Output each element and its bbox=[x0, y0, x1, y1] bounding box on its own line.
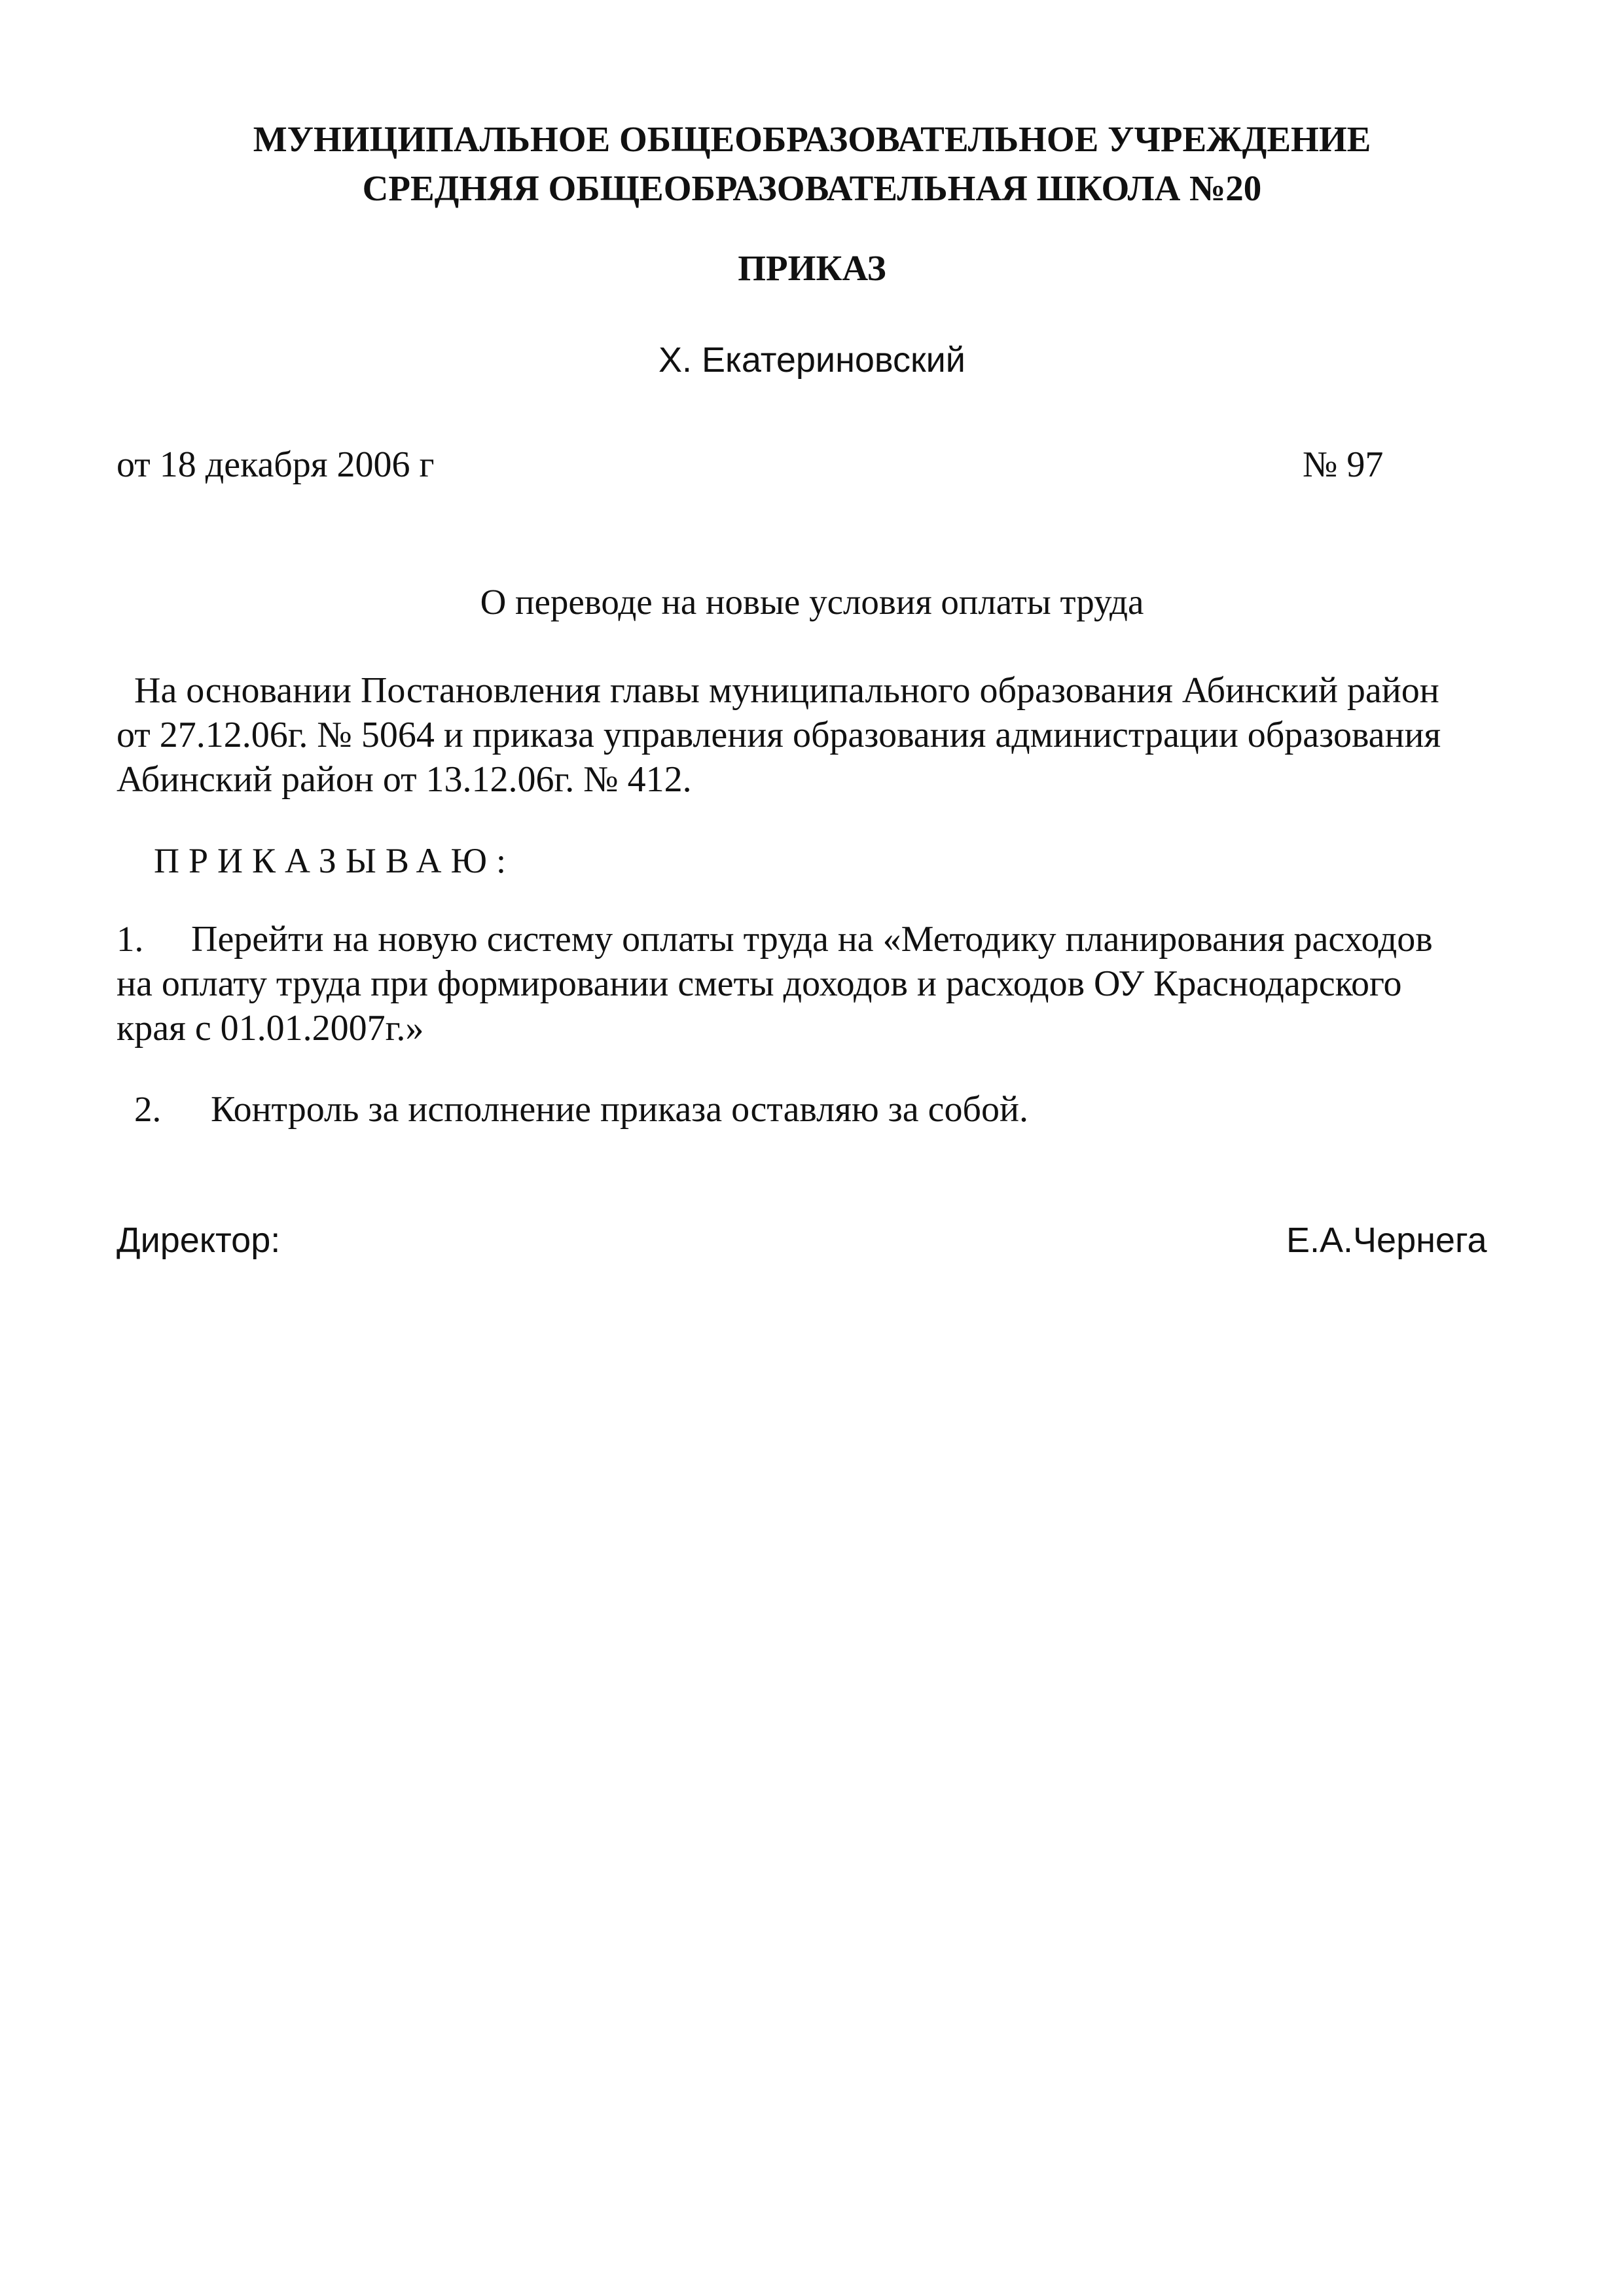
organization-name-line-1: МУНИЦИПАЛЬНОЕ ОБЩЕОБРАЗОВАТЕЛЬНОЕ УЧРЕЖДЕНИЕ bbox=[253, 119, 1371, 159]
order-item-2-line-1: Контроль за исполнение приказа оставляю за собой. bbox=[211, 1089, 1028, 1130]
signatory-name: Е.А.Чернега bbox=[1286, 1221, 1487, 1260]
place-of-issue: Х. Екатериновский bbox=[659, 340, 965, 380]
signatory-title: Директор: bbox=[117, 1221, 281, 1260]
document-date: от 18 декабря 2006 г bbox=[117, 444, 435, 485]
order-item-2-number: 2. bbox=[134, 1089, 162, 1129]
document-number: № 97 bbox=[1303, 444, 1384, 485]
basis-text-line-2: от 27.12.06г. № 5064 и приказа управления образования администрации образования bbox=[117, 715, 1441, 755]
order-item-1-line-3: края с 01.01.2007г.» bbox=[117, 1008, 424, 1049]
organization-name-line-2: СРЕДНЯЯ ОБЩЕОБРАЗОВАТЕЛЬНАЯ ШКОЛА №20 bbox=[362, 168, 1262, 208]
order-item-1-line-2: на оплату труда при формировании сметы доходов и расходов ОУ Краснодарского bbox=[117, 963, 1402, 1004]
order-item-1-number: 1. bbox=[117, 919, 144, 959]
order-keyword: ПРИКАЗЫВАЮ: bbox=[154, 841, 515, 880]
basis-text-line-1: На основании Постановления главы муниципального образования Абинский район bbox=[134, 670, 1439, 711]
document-type-heading: ПРИКАЗ bbox=[738, 248, 886, 288]
document-subject: О переводе на новые условия оплаты труда bbox=[480, 582, 1144, 622]
order-item-1-line-1: Перейти на новую систему оплаты труда на «Методику планирования расходов bbox=[191, 919, 1433, 960]
basis-text-line-3: Абинский район от 13.12.06г. № 412. bbox=[117, 759, 692, 800]
